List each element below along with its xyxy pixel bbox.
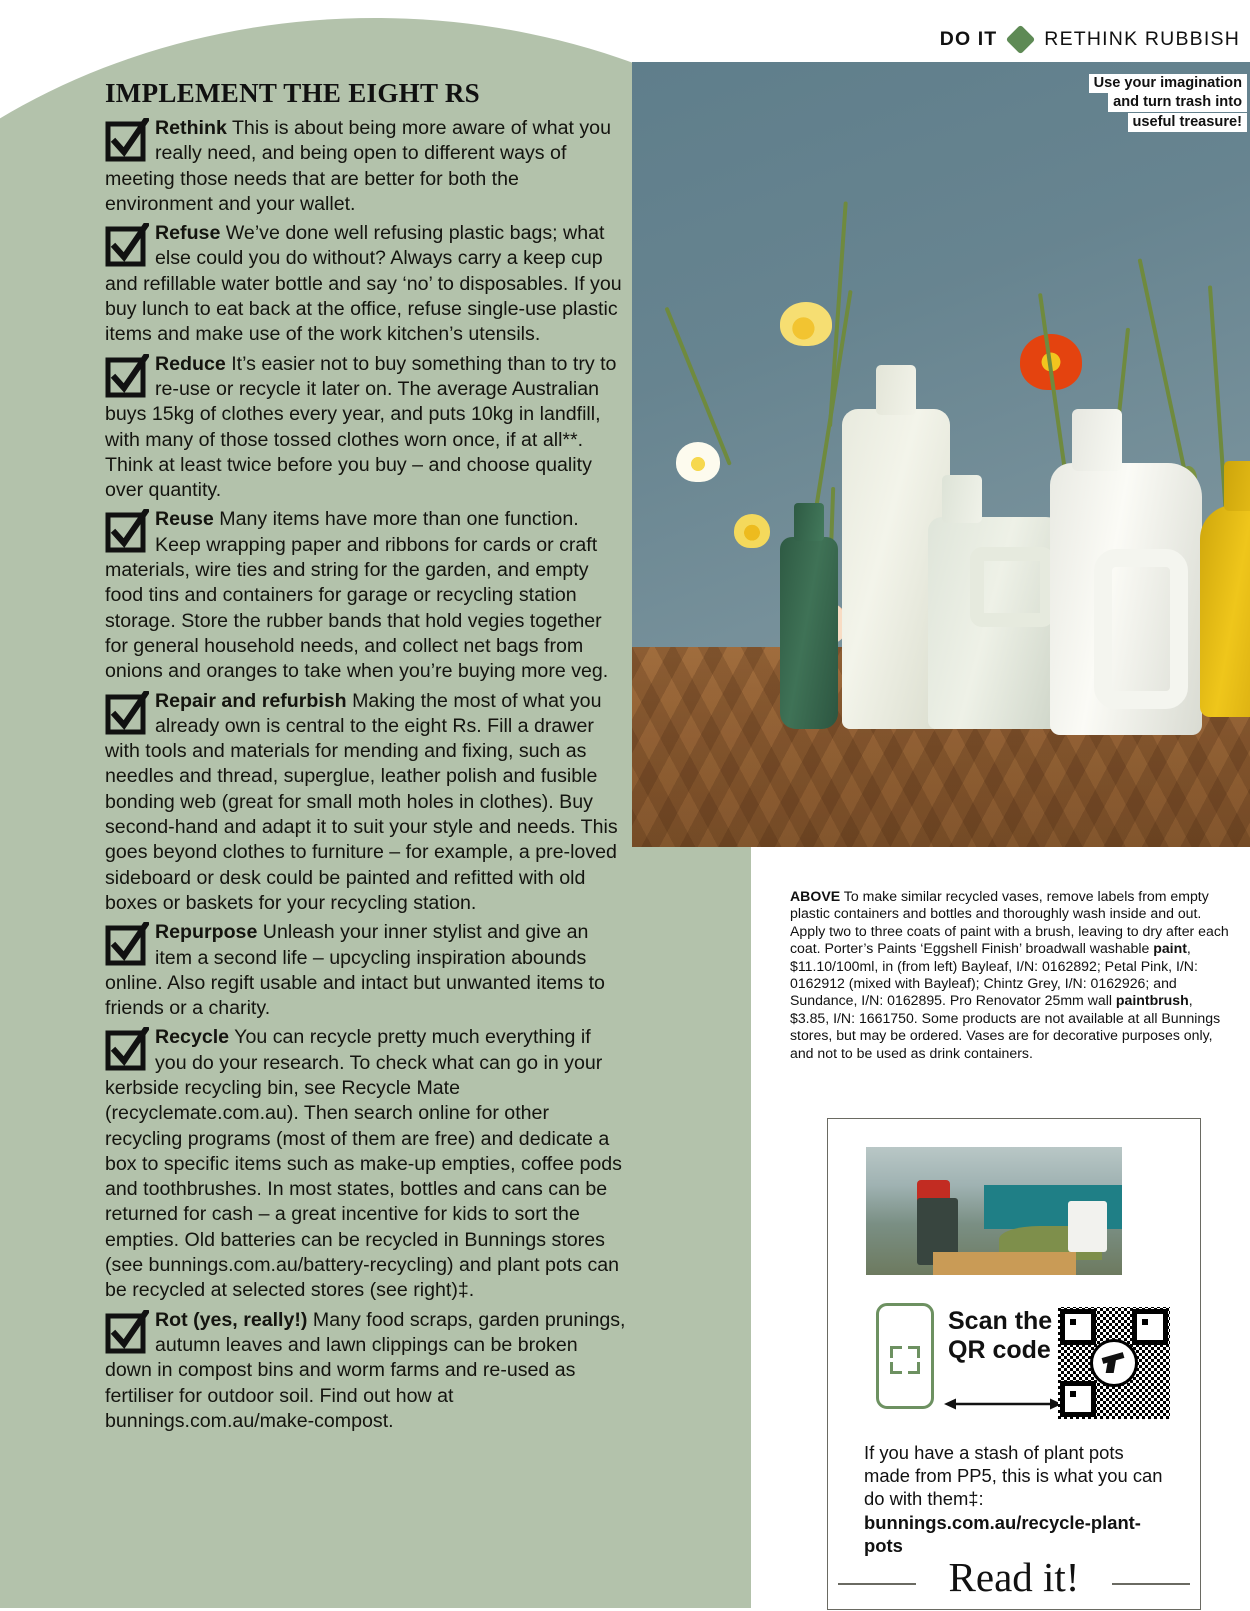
qr-body-url[interactable]: bunnings.com.au/recycle-plant-pots	[864, 1511, 1141, 1556]
page-title: IMPLEMENT THE EIGHT RS	[105, 78, 480, 108]
eight-rs-list	[105, 116, 627, 1434]
scan-line-2: QR code	[948, 1336, 1051, 1364]
eight-rs-item	[105, 221, 627, 347]
diamond-icon	[1006, 25, 1036, 55]
read-it-footer	[828, 1553, 1200, 1611]
eight-rs-body: You can recycle pretty much everything if you do your research. To check what can go in your kerbside recycling bin, see Recycle Mate (recyclemate.com.au). Then search online for other recycling programs (most of them are free) and dedicate a box to specific items such as make-up empties, coffee pods and toothbrushes. In most states, bottles and cans can be returned for cash – a great incentive for kids to sort the empties. Old batteries can be recycled in Bunnings stores (see bunnings.com.au/battery-recycling) and plant pots can be recycled at selected stores (see right)‡.	[105, 1026, 622, 1302]
scan-line-1: Scan the	[948, 1307, 1053, 1335]
checkbox-tick-icon	[105, 691, 149, 735]
scan-bracket-icon	[908, 1346, 920, 1358]
qr-code-image[interactable]	[1058, 1307, 1170, 1419]
eight-rs-item	[105, 352, 627, 504]
vase-neck	[876, 365, 916, 415]
checkbox-tick-icon	[105, 922, 149, 966]
photo-recycle-crate	[933, 1252, 1076, 1275]
checkbox-tick-icon	[105, 509, 149, 553]
eight-rs-item	[105, 1025, 627, 1303]
qr-promo-panel	[827, 1118, 1201, 1610]
caption-lead: ABOVE	[790, 888, 841, 904]
running-head-section: RETHINK RUBBISH	[1044, 28, 1240, 50]
running-head	[940, 28, 1240, 51]
vase-green-bottle	[780, 537, 838, 729]
photo-callout	[1089, 74, 1247, 132]
callout-line-2: and turn trash into	[1108, 93, 1247, 112]
eight-rs-body: We’ve done well refusing plastic bags; what else could you do without? Always carry a keep cup and refillable water bottle and say ‘no’ to disposables. If you buy lunch to eat back at the office, refuse single-use plastic items and make use of the work kitchen’s utensils.	[105, 222, 622, 346]
eight-rs-term: Reuse	[155, 508, 214, 531]
vase-neck	[1224, 461, 1250, 511]
caption-part-2: , $11.10/100ml, in (from left) Bayleaf, I/N: 0162892; Petal Pink, I/N: 0162912 (mixed with Bayleaf); Chintz Grey, I/N: 0162926; and Sundance, I/N: 0162895. Pro Renovator 25mm wall	[790, 940, 1198, 1009]
eight-rs-term: Repurpose	[155, 921, 258, 944]
qr-panel-photo-store-team	[866, 1147, 1122, 1275]
qr-panel-body	[864, 1441, 1164, 1557]
caption-part-1: To make similar recycled vases, remove labels from empty plastic containers and bottles and thoroughly wash inside and out. Apply two to three coats of paint with a brush, leaving to dry after each coat. Porter’s Paints ‘Eggshell Finish’ broadwall washable	[790, 888, 1229, 957]
vase-handle	[970, 547, 1054, 627]
eight-rs-body: It’s easier not to buy something than to try to re-use or recycle it later on. The average Australian buys 15kg of clothes every year, and puts 10kg in landfill, with many of those tossed clothes worn once, if at all**. Think at least twice before you buy – and choose quality over quantity.	[105, 352, 617, 502]
vase-handle	[1094, 549, 1188, 709]
checkbox-tick-icon	[105, 118, 149, 162]
vase-pale-green-jug	[928, 517, 1066, 729]
checkbox-tick-icon	[105, 354, 149, 398]
scan-bracket-icon	[908, 1362, 920, 1374]
eight-rs-term: Rethink	[155, 117, 227, 139]
eight-rs-item	[105, 689, 627, 917]
eight-rs-item	[105, 1308, 627, 1434]
eight-rs-body: Many items have more than one function. Keep wrapping paper and ribbons for cards or craft materials, wire ties and string for the garden, and empty food tins and containers for garage or recycling station storage. Store the rubber bands that hold vegies together for general household needs, and collect net bags from onions and oranges to take when you’re buying more veg.	[105, 508, 609, 683]
eight-rs-body: Making the most of what you already own is central to the eight Rs. Fill a drawer with tools and materials for mending and fixing, such as needles and thread, superglue, leather polish and fusible bonding web (great for small moth holes in clothes). Buy second-hand and adapt it to suit your style and needs. This goes beyond clothes to furniture – for example, a pre-loved sideboard or desk could be painted and refitted with old boxes or baskets for your recycling station.	[105, 689, 618, 914]
photo-caption	[790, 888, 1232, 1062]
callout-line-3: useful treasure!	[1128, 113, 1248, 132]
vase-yellow-bottle	[1200, 505, 1250, 717]
running-head-kicker: DO IT	[939, 28, 998, 50]
qr-finder-icon	[1060, 1381, 1096, 1417]
qr-body-text: If you have a stash of plant pots made from PP5, this is what you can do with them‡:	[864, 1442, 1163, 1510]
eight-rs-term: Repair and refurbish	[155, 689, 347, 712]
eight-rs-term: Recycle	[155, 1026, 230, 1049]
caption-bold-paint: paint	[1153, 940, 1187, 957]
qr-finder-icon	[1132, 1309, 1168, 1345]
scan-bracket-icon	[890, 1362, 902, 1374]
phone-icon	[876, 1303, 934, 1409]
checkbox-tick-icon	[105, 1310, 149, 1354]
flower-bloom-yellow-small	[734, 514, 770, 548]
eight-rs-body: This is about being more aware of what you really need, and being open to different ways of meeting those needs that are better for both the environment and your wallet.	[105, 117, 611, 215]
scan-instruction	[948, 1307, 1052, 1365]
vase-neck	[1072, 409, 1122, 471]
caption-bold-paintbrush: paintbrush	[1115, 992, 1189, 1009]
qr-finder-icon	[1060, 1309, 1096, 1345]
vase-white-jug	[1050, 463, 1202, 735]
caption-part-3: , $3.85, I/N: 1661750. Some products are not available at all Bunnings stores, but may be ordered. Vases are for decorative purposes only, and not to be used as drink containers.	[790, 992, 1221, 1061]
double-arrow-icon	[944, 1397, 1062, 1411]
read-it-label: Read it!	[948, 1554, 1080, 1600]
eight-rs-term: Rot (yes, really!)	[155, 1308, 308, 1331]
eight-rs-item	[105, 116, 627, 217]
eight-rs-body: Many food scraps, garden prunings, autumn leaves and lawn clippings can be broken down in compost bins and worm farms and re-used as fertiliser for outdoor soil. Find out how at bunnings.com.au/make-compost.	[105, 1308, 626, 1432]
eight-rs-item	[105, 920, 627, 1021]
article-column	[105, 78, 627, 1438]
eight-rs-body: Unleash your inner stylist and give an item a second life – upcycling inspiration abounds online. Also regift usable and intact but unwanted items to friends or a charity.	[105, 921, 605, 1020]
scan-bracket-icon	[890, 1346, 902, 1358]
photo-customer-shirt	[1068, 1201, 1106, 1252]
eight-rs-term: Reduce	[155, 352, 226, 375]
eight-rs-item	[105, 507, 627, 684]
flower-bloom-yellow	[780, 302, 832, 346]
scan-qr-row	[856, 1301, 1176, 1429]
checkbox-tick-icon	[105, 223, 149, 267]
callout-line-1: Use your imagination	[1089, 74, 1247, 93]
qr-logo-icon	[1090, 1339, 1138, 1387]
eight-rs-term: Refuse	[155, 222, 221, 245]
vase-neck	[942, 475, 982, 523]
checkbox-tick-icon	[105, 1027, 149, 1071]
hero-photo-recycled-vases	[632, 62, 1250, 847]
flower-bloom-cream	[676, 442, 720, 482]
vase-neck	[794, 503, 824, 541]
